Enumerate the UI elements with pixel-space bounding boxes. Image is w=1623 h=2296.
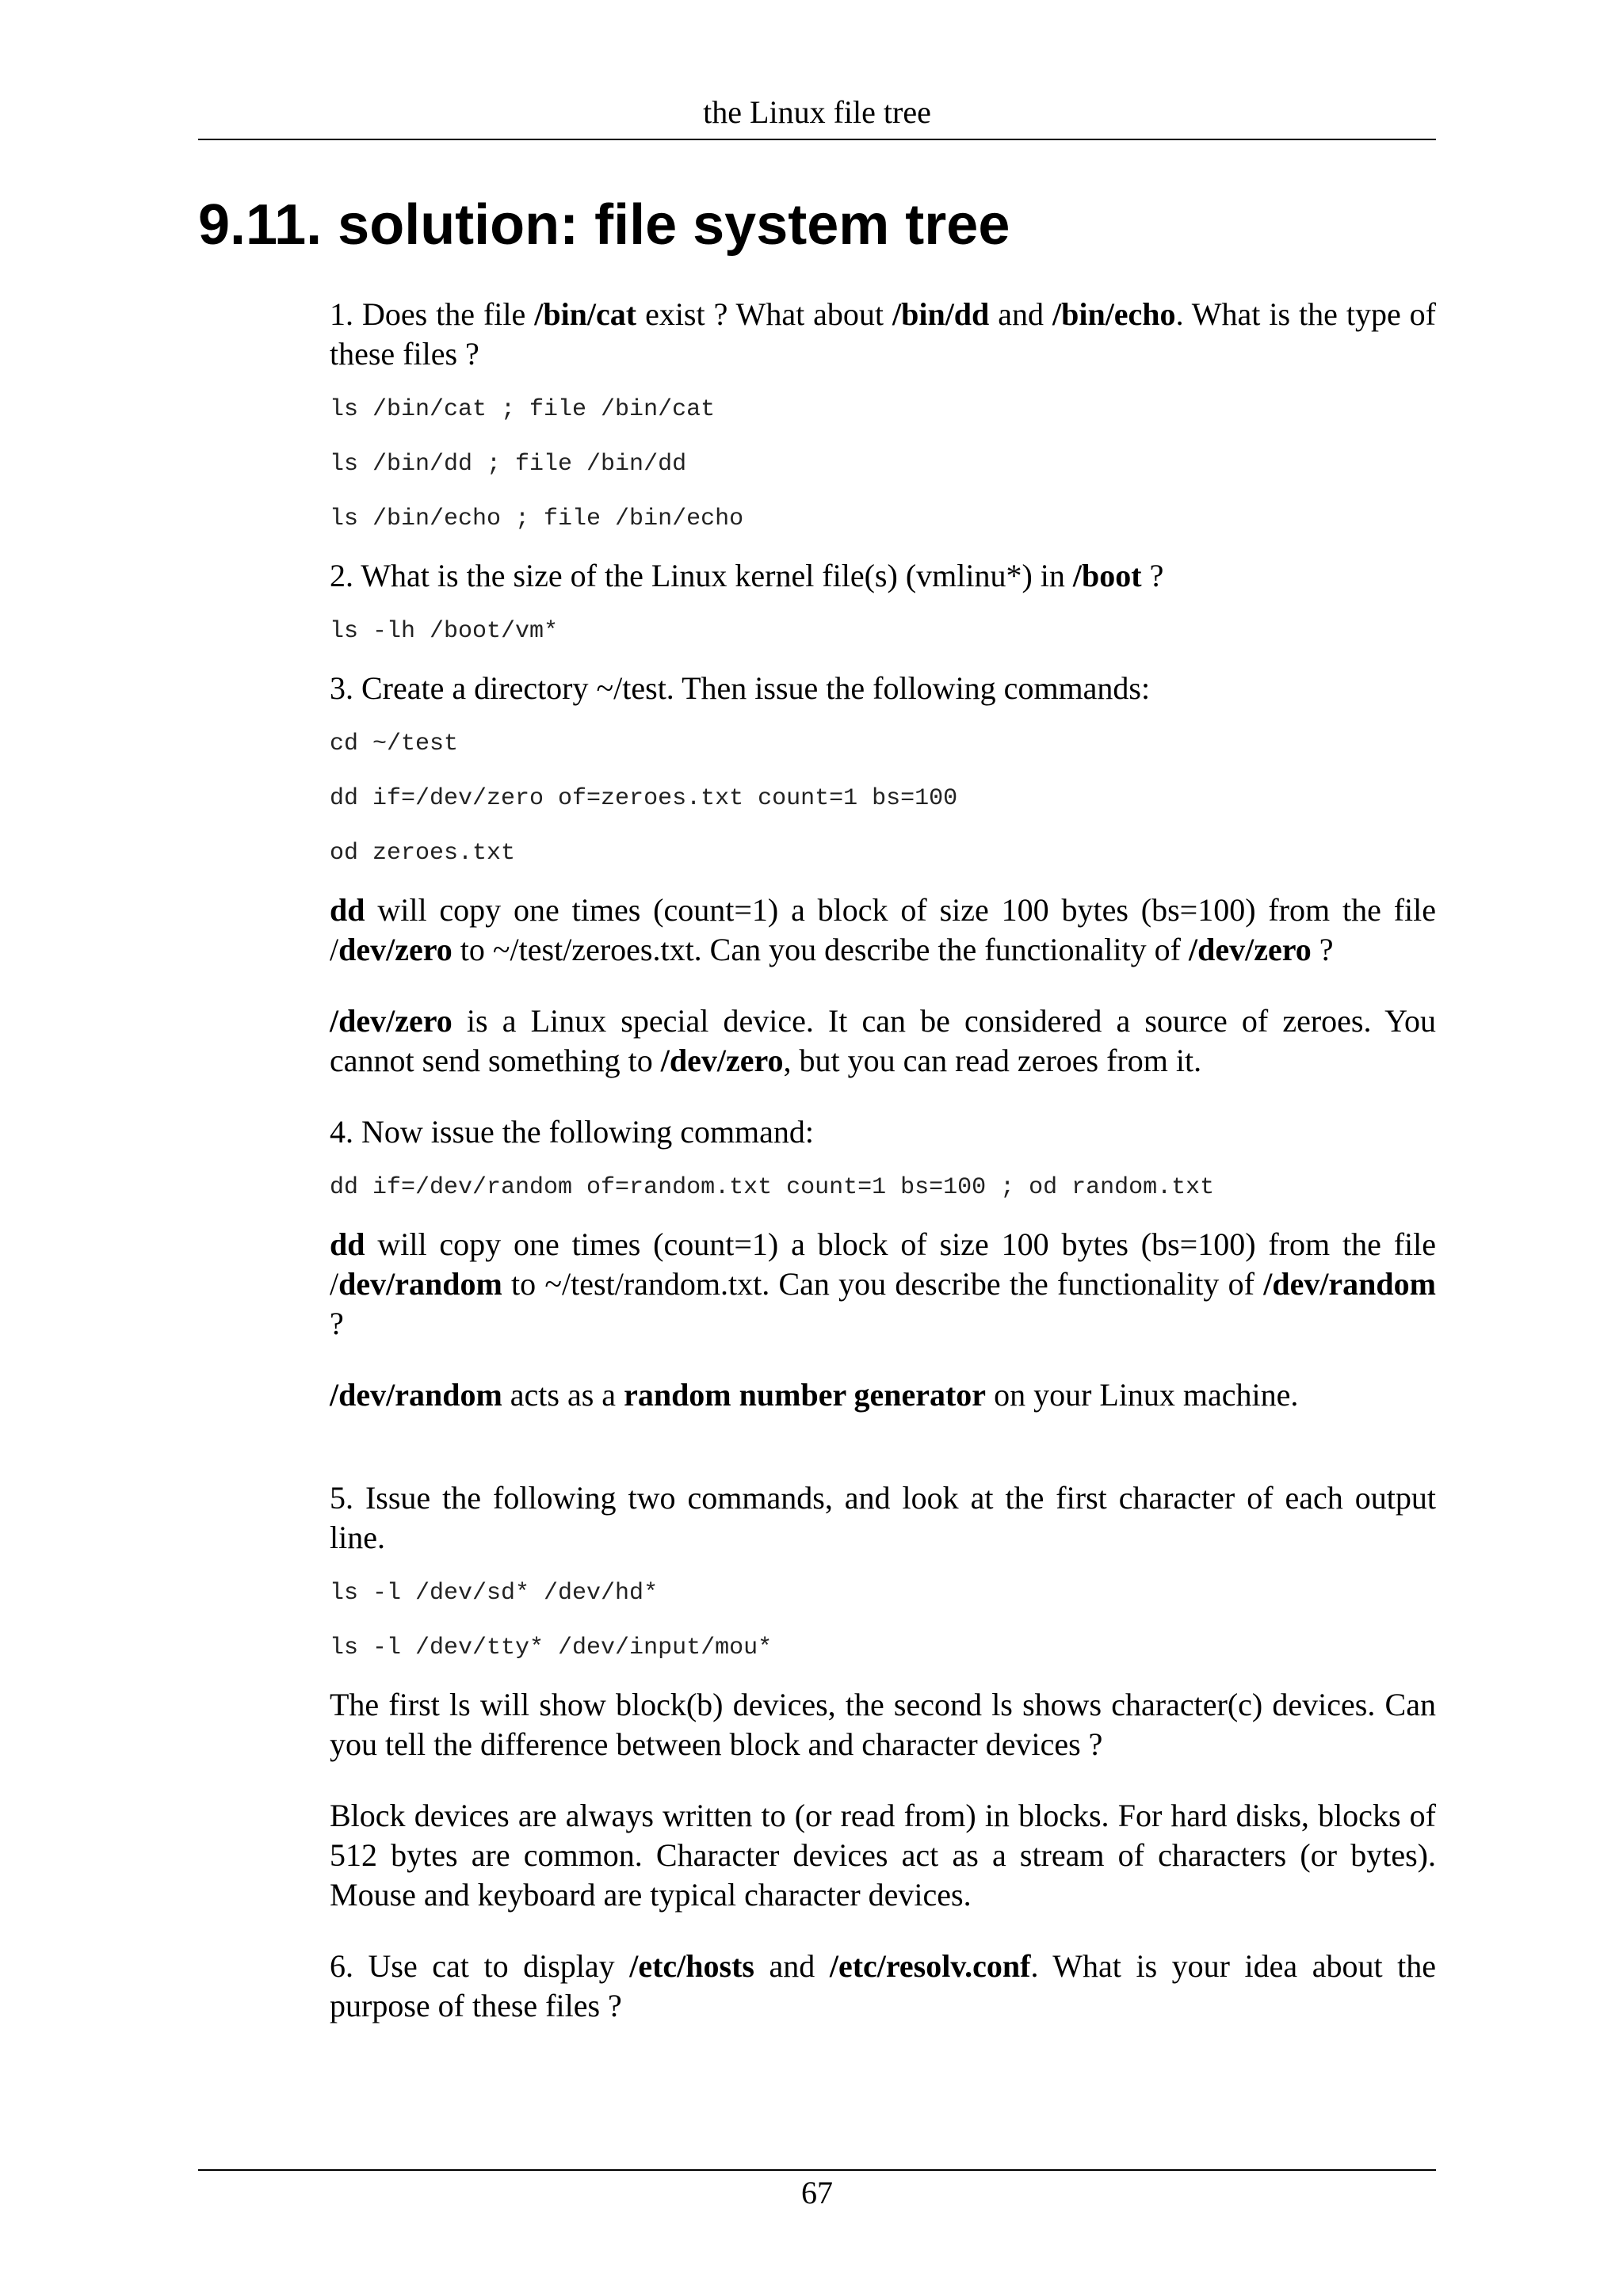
command-line: od zeroes.txt xyxy=(330,840,516,867)
section-title: 9.11. solution: file system tree xyxy=(198,193,1010,257)
header-rule xyxy=(198,139,1436,140)
page-number: 67 xyxy=(801,2175,833,2210)
command-line: ls /bin/echo ; file /bin/echo xyxy=(330,505,744,532)
command-line: dd if=/dev/random of=random.txt count=1 bs=100 ; od random.txt xyxy=(330,1174,1215,1201)
question-5: 5. Issue the following two commands, and look at the first character of each output line. xyxy=(330,1480,1436,1555)
running-header: the Linux file tree xyxy=(703,94,931,130)
command-line: ls /bin/cat ; file /bin/cat xyxy=(330,396,716,423)
command-line: ls -l /dev/tty* /dev/input/mou* xyxy=(330,1634,773,1661)
command-line: cd ~/test xyxy=(330,730,459,757)
command-line: ls /bin/dd ; file /bin/dd xyxy=(330,451,687,478)
question-3: 3. Create a directory ~/test. Then issue the following commands: xyxy=(330,670,1151,706)
question-2: 2. What is the size of the Linux kernel file(s) (vmlinu*) in /boot ? xyxy=(330,558,1164,593)
footer-rule xyxy=(198,2169,1436,2171)
command-line: dd if=/dev/zero of=zeroes.txt count=1 bs=100 xyxy=(330,785,958,812)
question-6: 6. Use cat to display /etc/hosts and /etc/resolv.conf. What is your idea about the purpose of these files ? xyxy=(330,1948,1436,2023)
command-line: ls -lh /boot/vm* xyxy=(330,618,559,645)
command-line: ls -l /dev/sd* /dev/hd* xyxy=(330,1580,659,1607)
question-1: 1. Does the file /bin/cat exist ? What about /bin/dd and /bin/echo. What is the type of these files ? xyxy=(330,296,1436,372)
explanation-3: dd will copy one times (count=1) a block of size 100 bytes (bs=100) from the file /dev/zero to ~/test/zeroes.txt. Can you describe the functionality of /dev/zero ? xyxy=(330,892,1436,967)
question-4: 4. Now issue the following command: xyxy=(330,1114,815,1150)
content-body xyxy=(330,295,1436,2026)
explanation-4: dd will copy one times (count=1) a block of size 100 bytes (bs=100) from the file /dev/random to ~/test/random.txt. Can you describe the functionality of /dev/random ? xyxy=(330,1226,1436,1341)
answer-3: /dev/zero is a Linux special device. It can be considered a source of zeroes. You cannot send something to /dev/zero, but you can read zeroes from it. xyxy=(330,1003,1436,1078)
answer-5: Block devices are always written to (or read from) in blocks. For hard disks, blocks of 512 bytes are common. Character devices act as a stream of characters (or bytes). Mouse and keyboard are typical character devices. xyxy=(330,1798,1436,1913)
explanation-5: The first ls will show block(b) devices, the second ls shows character(c) devices. Can you tell the difference between block and character devices ? xyxy=(330,1687,1436,1762)
answer-4: /dev/random acts as a random number generator on your Linux machine. xyxy=(330,1377,1299,1413)
